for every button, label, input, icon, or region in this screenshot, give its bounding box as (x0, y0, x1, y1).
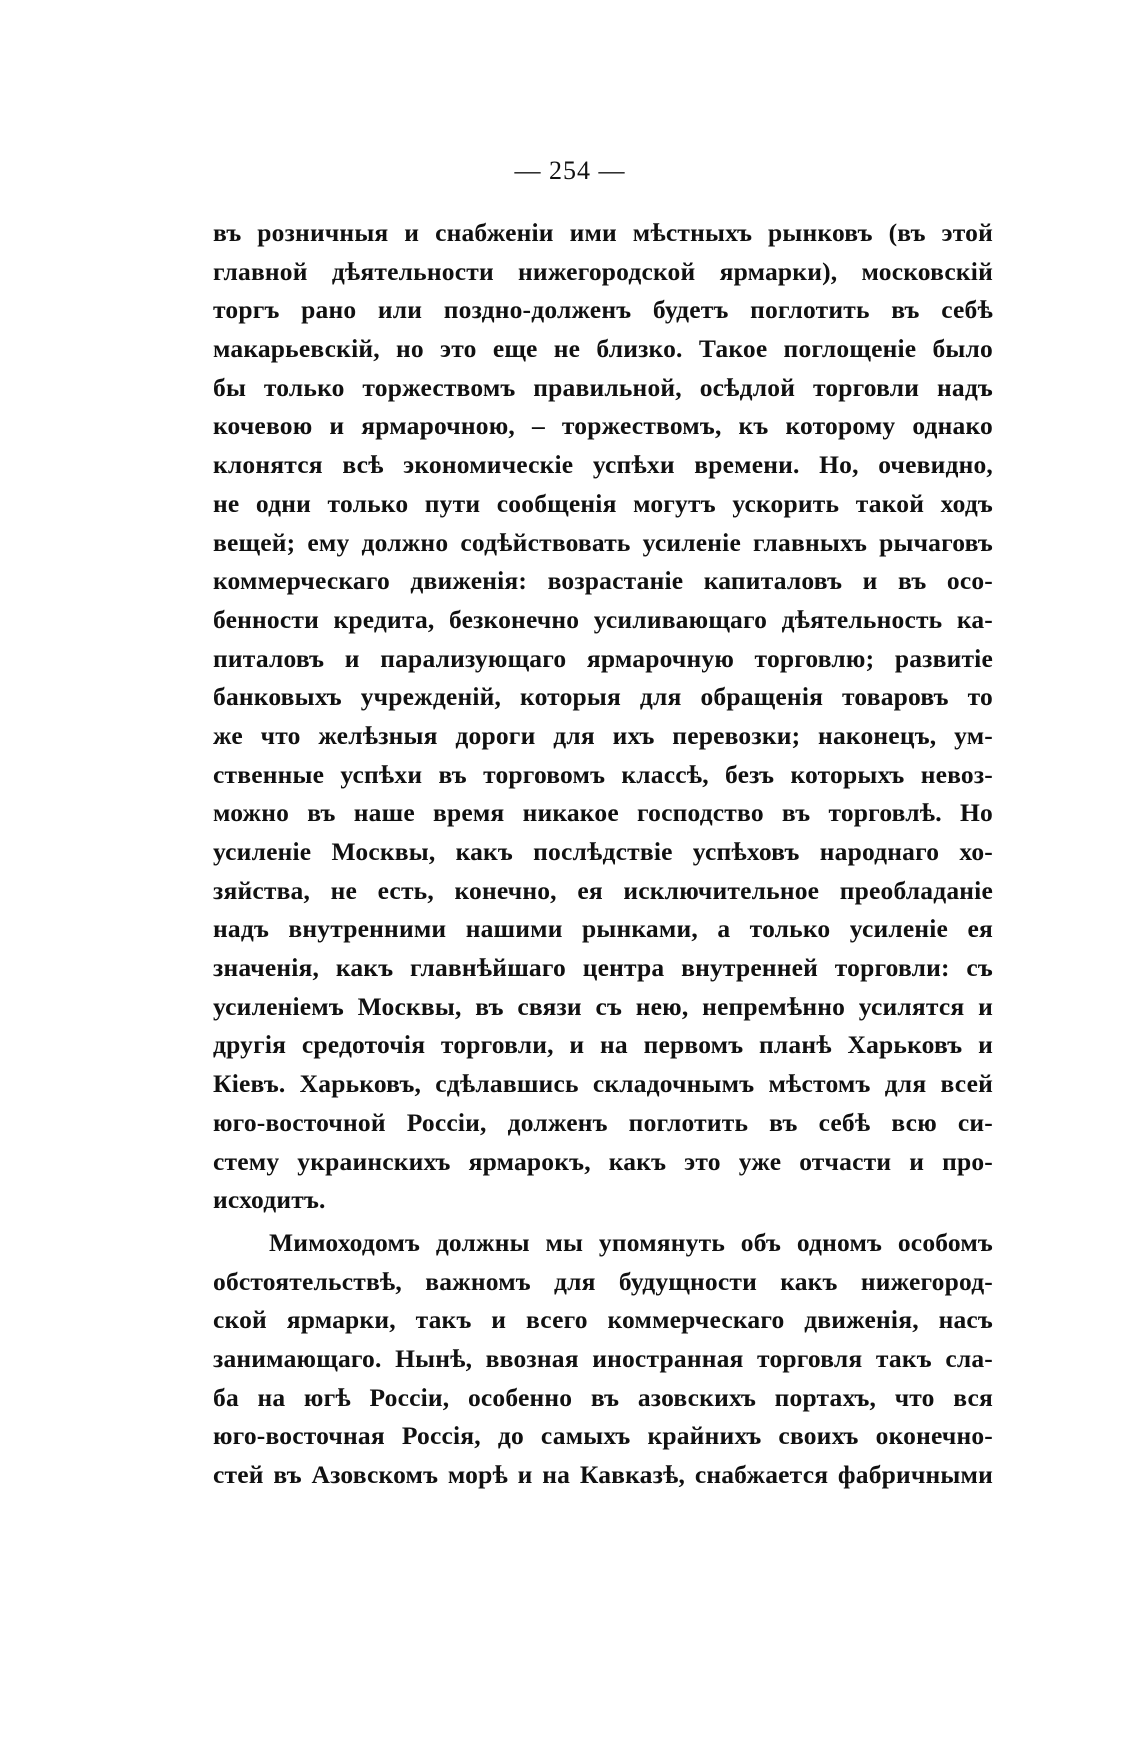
text-line: главной дѣятельности нижегородской ярмарки), московскій (213, 256, 993, 286)
body-text (213, 214, 993, 1495)
paragraph-1 (213, 214, 993, 1220)
text-line: усиленіе Москвы, какъ послѣдствіе успѣховъ народнаго хо- (213, 837, 993, 866)
text-line: юго-восточная Россія, до самыхъ крайнихъ своихъ оконечно- (213, 1421, 993, 1451)
text-line: банковыхъ учрежденій, которыя для обращенія товаровъ то (213, 682, 993, 712)
text-line: въ розничныя и снабженіи ими мѣстныхъ рынковъ (въ этой (213, 218, 993, 247)
text-line: кочевою и ярмарочною, – торжествомъ, къ которому однако (213, 411, 993, 441)
text-line: вещей; ему должно содѣйствовать усиленіе главныхъ рычаговъ (213, 527, 993, 557)
text-line: другія средоточія торговли, и на первомъ планѣ Харьковъ и (213, 1030, 993, 1060)
text-line: Кіевъ. Харьковъ, сдѣлавшись складочнымъ мѣстомъ для всей (213, 1069, 993, 1099)
text-line: зяйства, не есть, конечно, ея исключительное преобладаніе (213, 875, 993, 905)
text-line: не одни только пути сообщенія могутъ ускорить такой ходъ (213, 488, 993, 518)
text-line: бы только торжествомъ правильной, осѣдлой торговли надъ (213, 372, 993, 402)
text-line: ской ярмарки, такъ и всего коммерческаго движенія, насъ (213, 1305, 993, 1335)
text-line: усиленіемъ Москвы, въ связи съ нею, непремѣнно усилятся и (213, 991, 993, 1021)
text-line: надъ внутренними нашими рынками, а только усиленіе ея (213, 914, 993, 944)
text-line: же что желѣзныя дороги для ихъ перевозки; наконецъ, ум- (213, 720, 993, 750)
text-line: ственные успѣхи въ торговомъ классѣ, безъ которыхъ невоз- (213, 759, 993, 789)
text-line: значенія, какъ главнѣйшаго центра внутренней торговли: съ (213, 953, 993, 983)
text-line: Мимоходомъ должны мы упомянуть объ одномъ особомъ (269, 1227, 993, 1257)
paragraph-2 (213, 1224, 993, 1495)
text-line: бенности кредита, безконечно усиливающаго дѣятельность ка- (213, 604, 993, 634)
text-line: стему украинскихъ ярмарокъ, какъ это уже отчасти и про- (213, 1146, 993, 1176)
text-line: обстоятельствѣ, важномъ для будущности какъ нижегород- (213, 1266, 993, 1296)
text-line: исходитъ. (213, 1185, 326, 1215)
text-line: стей въ Азовскомъ морѣ и на Кавказѣ, снабжается фабричными (213, 1460, 993, 1489)
text-line: макарьевскій, но это еще не близко. Такое поглощеніе было (213, 334, 993, 364)
text-line: занимающаго. Нынѣ, ввозная иностранная торговля такъ сла- (213, 1343, 993, 1373)
text-line: клонятся всѣ экономическіе успѣхи времени. Но, очевидно, (213, 450, 993, 480)
text-line: торгъ рано или поздно-долженъ будетъ поглотить въ себѣ (213, 295, 993, 325)
text-line: можно въ наше время никакое господство въ торговлѣ. Но (213, 798, 993, 828)
text-line: питаловъ и парализующаго ярмарочную торговлю; развитіе (213, 643, 993, 673)
text-line: юго-восточной Россіи, долженъ поглотить въ себѣ всю си- (213, 1107, 993, 1137)
text-line: ба на югѣ Россіи, особенно въ азовскихъ портахъ, что вся (213, 1382, 993, 1412)
page-number: — 254 — (514, 156, 626, 185)
text-line: коммерческаго движенія: возрастаніе капиталовъ и въ осо- (213, 566, 993, 596)
